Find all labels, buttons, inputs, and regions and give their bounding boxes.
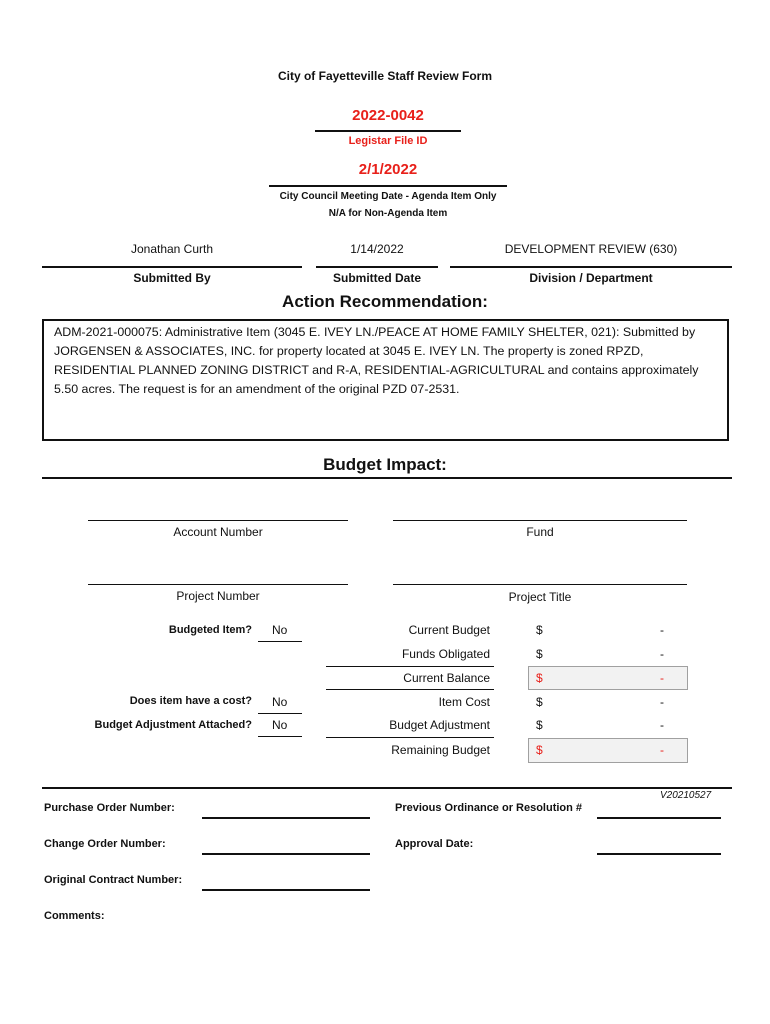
legistar-file-id-label: Legistar File ID [348, 135, 428, 147]
current-balance-underline [326, 689, 494, 690]
remaining-budget-label: Remaining Budget [391, 743, 490, 757]
approval-date-label: Approval Date: [395, 838, 474, 850]
budget-adjustment-label: Budget Adjustment [389, 718, 490, 732]
submitted-by-value: Jonathan Curth [130, 242, 214, 256]
budget-adjustment-amount: - [660, 718, 664, 732]
budget-impact-divider [42, 477, 732, 479]
adjustment-attached-underline [258, 736, 302, 737]
remaining-budget-currency: $ [536, 743, 543, 757]
division-label: Division / Department [529, 271, 653, 285]
meeting-date-underline [269, 185, 507, 187]
original-contract-label: Original Contract Number: [44, 874, 183, 886]
remaining-budget-amount: - [660, 743, 664, 757]
purchase-order-label: Purchase Order Number: [44, 802, 175, 814]
budget-impact-heading: Budget Impact: [323, 455, 447, 474]
adjustment-attached-value: No [272, 718, 288, 732]
adjustment-attached-label: Budget Adjustment Attached? [94, 719, 252, 731]
project-number-line [88, 584, 348, 585]
comments-label: Comments: [44, 910, 105, 922]
project-title-label: Project Title [508, 590, 572, 604]
original-contract-field[interactable] [202, 889, 370, 891]
meeting-date-sublabel: N/A for Non-Agenda Item [328, 208, 448, 219]
footer-divider [42, 787, 732, 789]
account-number-label: Account Number [173, 525, 263, 539]
has-cost-underline [258, 713, 302, 714]
action-recommendation-text: ADM-2021-000075: Administrative Item (3045 E. IVEY LN./PEACE AT HOME FAMILY SHELTER, 021): Submitted by JORGENSEN & ASSOCIATES, INC. for property located at 3045 E. IVEY LN. The property is zoned RPZD, RESIDENTIAL PLANNED ZONING DISTRICT and R-A, RESIDENTIAL-AGRICULTURAL and contains approximately 5.50 acres. The request is for an amendment of the original PZD 07-2531. [54, 325, 699, 396]
funds-obligated-underline [326, 666, 494, 667]
submitted-date-underline [316, 266, 438, 268]
change-order-label: Change Order Number: [44, 838, 166, 850]
meeting-date-label: City Council Meeting Date - Agenda Item Only [279, 191, 497, 202]
funds-obligated-label: Funds Obligated [401, 647, 490, 661]
budgeted-item-underline [258, 641, 302, 642]
budget-adjustment-currency: $ [536, 718, 543, 732]
item-cost-label: Item Cost [438, 695, 490, 709]
budgeted-item-value: No [272, 623, 288, 637]
previous-ordinance-label: Previous Ordinance or Resolution # [395, 802, 583, 814]
has-cost-value: No [272, 695, 288, 709]
item-cost-currency: $ [536, 695, 543, 709]
division-value: DEVELOPMENT REVIEW (630) [504, 242, 678, 256]
legistar-file-id-value: 2022-0042 [352, 107, 424, 124]
account-number-line [88, 520, 348, 521]
submitted-date-value: 1/14/2022 [350, 242, 404, 256]
remaining-budget-cell [528, 738, 688, 763]
budget-adjustment-underline [326, 737, 494, 738]
submitted-by-label: Submitted By [133, 271, 211, 285]
fund-label: Fund [526, 525, 554, 539]
submitted-date-label: Submitted Date [332, 271, 421, 285]
legistar-underline [315, 130, 461, 132]
fund-line [393, 520, 687, 521]
action-recommendation-box [42, 319, 729, 441]
current-balance-label: Current Balance [403, 671, 490, 685]
funds-obligated-amount: - [660, 647, 664, 661]
current-balance-cell [528, 666, 688, 690]
project-number-label: Project Number [176, 589, 260, 603]
current-budget-label: Current Budget [408, 623, 490, 637]
meeting-date-value: 2/1/2022 [358, 161, 418, 178]
approval-date-field[interactable] [597, 853, 721, 855]
item-cost-amount: - [660, 695, 664, 709]
current-balance-currency: $ [536, 671, 543, 685]
submitted-by-underline [42, 266, 302, 268]
current-balance-amount: - [660, 671, 664, 685]
division-underline [450, 266, 732, 268]
form-title: City of Fayetteville Staff Review Form [277, 69, 493, 83]
purchase-order-field[interactable] [202, 817, 370, 819]
current-budget-currency: $ [536, 623, 543, 637]
budgeted-item-label: Budgeted Item? [168, 624, 252, 636]
current-budget-amount: - [660, 623, 664, 637]
action-recommendation-heading: Action Recommendation: [282, 292, 488, 311]
funds-obligated-currency: $ [536, 647, 543, 661]
has-cost-label: Does item have a cost? [129, 695, 252, 707]
project-title-line [393, 584, 687, 585]
previous-ordinance-field[interactable] [597, 817, 721, 819]
change-order-field[interactable] [202, 853, 370, 855]
form-version: V20210527 [660, 790, 712, 801]
